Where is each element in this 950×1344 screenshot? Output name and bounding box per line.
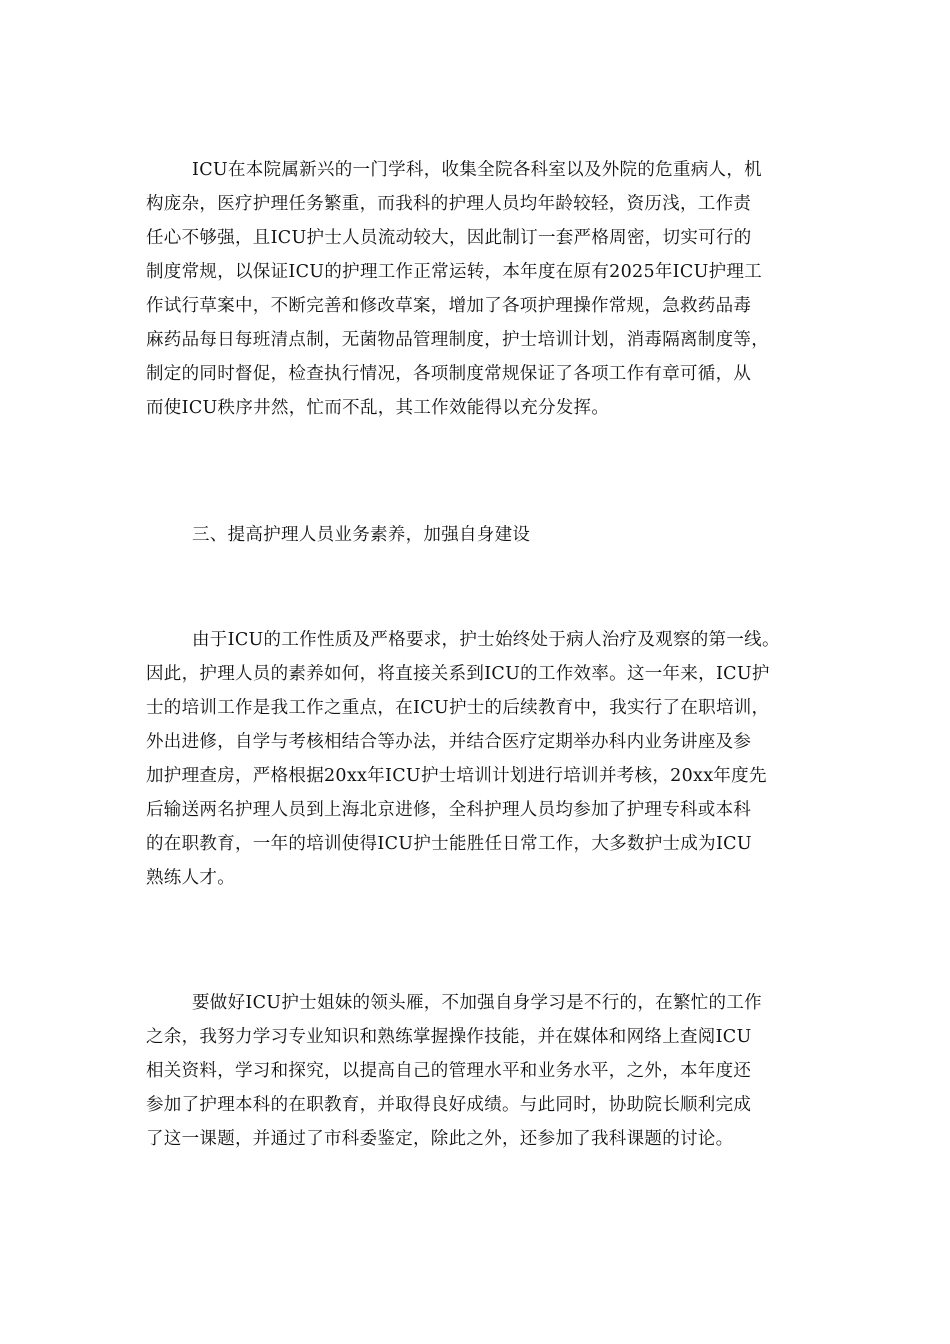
text-line: 的在职教育，一年的培训使得ICU护士能胜任日常工作，大多数护士成为ICU bbox=[146, 834, 752, 854]
text-line: 由于ICU的工作性质及严格要求，护士始终处于病人治疗及观察的第一线。 bbox=[192, 630, 780, 650]
text-line: 构庞杂，医疗护理任务繁重，而我科的护理人员均年龄较轻，资历浅，工作责 bbox=[146, 194, 752, 214]
text-line: 熟练人才。 bbox=[146, 868, 235, 888]
text-line: 作试行草案中，不断完善和修改草案，增加了各项护理操作常规，急救药品毒 bbox=[146, 296, 752, 316]
text-line: ICU在本院属新兴的一门学科，收集全院各科室以及外院的危重病人，机 bbox=[192, 160, 762, 180]
text-line: 后输送两名护理人员到上海北京进修，全科护理人员均参加了护理专科或本科 bbox=[146, 800, 752, 820]
text-line: 要做好ICU护士姐妹的领头雁，不加强自身学习是不行的，在繁忙的工作 bbox=[192, 993, 762, 1013]
paragraph-icu-system bbox=[146, 153, 816, 425]
text-line: 而使ICU秩序井然，忙而不乱，其工作效能得以充分发挥。 bbox=[146, 398, 610, 418]
text-line: 之余，我努力学习专业知识和熟练掌握操作技能，并在媒体和网络上查阅ICU bbox=[146, 1027, 752, 1047]
text-line: 制度常规，以保证ICU的护理工作正常运转，本年度在原有2025年ICU护理工 bbox=[146, 262, 763, 282]
text-line: 参加了护理本科的在职教育，并取得良好成绩。与此同时，协助院长顺利完成 bbox=[146, 1095, 752, 1115]
section-heading bbox=[146, 518, 816, 552]
section-heading-text: 三、提高护理人员业务素养，加强自身建设 bbox=[192, 525, 531, 545]
text-line: 麻药品每日每班清点制，无菌物品管理制度，护士培训计划，消毒隔离制度等， bbox=[146, 330, 769, 350]
paragraph-nurse-training bbox=[146, 623, 816, 895]
paragraph-self-study bbox=[146, 986, 816, 1156]
text-line: 制定的同时督促，检查执行情况，各项制度常规保证了各项工作有章可循，从 bbox=[146, 364, 752, 384]
text-line: 了这一课题，并通过了市科委鉴定，除此之外，还参加了我科课题的讨论。 bbox=[146, 1129, 734, 1149]
text-line: 加护理查房，严格根据20xx年ICU护士培训计划进行培训并考核，20xx年度先 bbox=[146, 766, 767, 786]
text-line: 士的培训工作是我工作之重点，在ICU护士的后续教育中，我实行了在职培训， bbox=[146, 698, 770, 718]
text-line: 相关资料，学习和探究，以提高自己的管理水平和业务水平，之外，本年度还 bbox=[146, 1061, 752, 1081]
text-line: 任心不够强，且ICU护士人员流动较大，因此制订一套严格周密，切实可行的 bbox=[146, 228, 752, 248]
text-line: 外出进修，自学与考核相结合等办法，并结合医疗定期举办科内业务讲座及参 bbox=[146, 732, 752, 752]
text-line: 因此，护理人员的素养如何，将直接关系到ICU的工作效率。这一年来，ICU护 bbox=[146, 664, 770, 684]
